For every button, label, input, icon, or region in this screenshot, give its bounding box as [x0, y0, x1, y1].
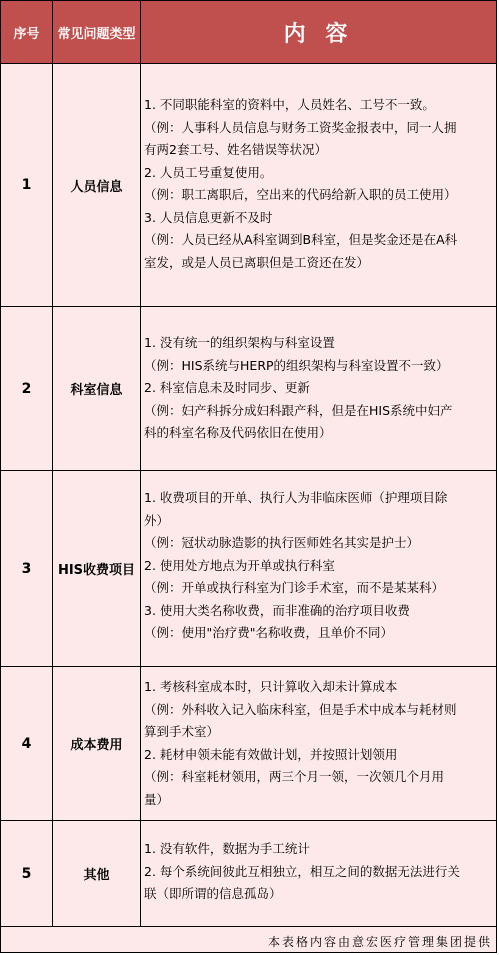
- header-content: 内 容: [283, 21, 354, 47]
- content-line: 1. 不同职能科室的资料中，人员姓名、工号不一致。: [144, 97, 435, 112]
- content-line: 科的科室名称及代码依旧在使用）: [144, 425, 332, 440]
- row-divider: [1, 926, 496, 927]
- content-line: （例：HIS系统与HERP的组织架构与科室设置不一致）: [144, 357, 449, 373]
- row-content: [144, 94, 494, 274]
- table-header: [1, 1, 496, 63]
- content-line: （例：人员已经从A科室调到B科室，但是奖金还是在A科: [144, 232, 458, 247]
- content-line: （例：职工离职后，空出来的代码给新入职的员工使用）: [144, 187, 457, 202]
- content-line: 1. 没有统一的组织架构与科室设置: [144, 335, 335, 350]
- row-type: 人员信息: [70, 179, 123, 195]
- content-line: 1. 考核科室成本时，只计算收入却未计算成本: [144, 679, 398, 694]
- row-number: 1: [21, 177, 32, 193]
- content-line: 算到手术室）: [144, 724, 220, 739]
- row-content: [144, 676, 494, 811]
- header-type: 常见问题类型: [57, 26, 136, 42]
- content-line: 联（即所谓的信息孤岛）: [144, 886, 282, 901]
- table-row: [1, 64, 496, 306]
- row-number: 2: [21, 380, 32, 397]
- row-content: [144, 332, 494, 445]
- row-divider: [1, 820, 496, 821]
- content-line: 2. 每个系统间彼此互相独立，相互之间的数据无法进行关: [144, 863, 460, 879]
- content-line: （例：外科收入记入临床科室，但是手术中成本与耗材则: [144, 701, 457, 717]
- footer-source-note: 本表格内容由意宏医疗管理集团提供: [267, 935, 492, 949]
- table-row: [1, 821, 496, 926]
- content-line: 2. 科室信息未及时同步、更新: [144, 380, 310, 395]
- content-line: 3. 使用大类名称收费，而非准确的治疗项目收费: [144, 602, 410, 618]
- content-line: 2. 使用处方地点为开单或执行科室: [144, 557, 335, 573]
- content-line: 2. 耗材申领未能有效做计划，并按照计划领用: [144, 746, 398, 762]
- content-line: 1. 收费项目的开单、执行人为非临床医师（护理项目除: [144, 490, 448, 505]
- row-type: 科室信息: [70, 383, 123, 398]
- row-divider: [1, 470, 496, 471]
- row-divider: [1, 63, 496, 64]
- content-line: 室发，或是人员已离职但是工资还在发）: [144, 254, 370, 270]
- column-divider: [140, 1, 141, 926]
- row-type: HIS收费项目: [57, 563, 136, 578]
- row-content: [144, 487, 494, 645]
- content-line: （例：使用"治疗费"名称收费，且单价不同）: [144, 625, 393, 640]
- table-footer: [1, 927, 496, 952]
- column-divider: [52, 1, 53, 926]
- content-line: 2. 人员工号重复使用。: [144, 164, 273, 180]
- content-line: 外）: [144, 512, 170, 528]
- content-line: （例：人事科人员信息与财务工资奖金报表中，同一人拥: [144, 119, 457, 135]
- content-line: 3. 人员信息更新不及时: [144, 209, 273, 225]
- row-divider: [1, 666, 496, 667]
- content-line: （例：科室耗材领用，两三个月一领，一次领几个月用: [144, 769, 445, 784]
- content-line: 量）: [144, 791, 170, 807]
- table-row: [1, 471, 496, 666]
- header-num: 序号: [13, 26, 40, 42]
- content-line: （例：妇产科拆分成妇科跟产科，但是在HIS系统中妇产: [144, 402, 453, 418]
- table-row: [1, 307, 496, 470]
- row-content: [144, 838, 494, 906]
- row-divider: [1, 306, 496, 307]
- content-line: （例：开单或执行科室为门诊手术室，而不是某某科）: [144, 580, 445, 595]
- row-type: 其他: [83, 868, 110, 883]
- row-number: 5: [21, 865, 32, 882]
- row-type: 成本费用: [70, 738, 123, 753]
- table-row: [1, 667, 496, 820]
- row-number: 4: [21, 735, 32, 752]
- content-line: 1. 没有软件，数据为手工统计: [144, 841, 310, 856]
- row-number: 3: [21, 560, 32, 577]
- content-line: 有两2套工号、姓名错误等状况）: [144, 142, 327, 157]
- content-line: （例：冠状动脉造影的执行医师姓名其实是护士）: [144, 535, 420, 550]
